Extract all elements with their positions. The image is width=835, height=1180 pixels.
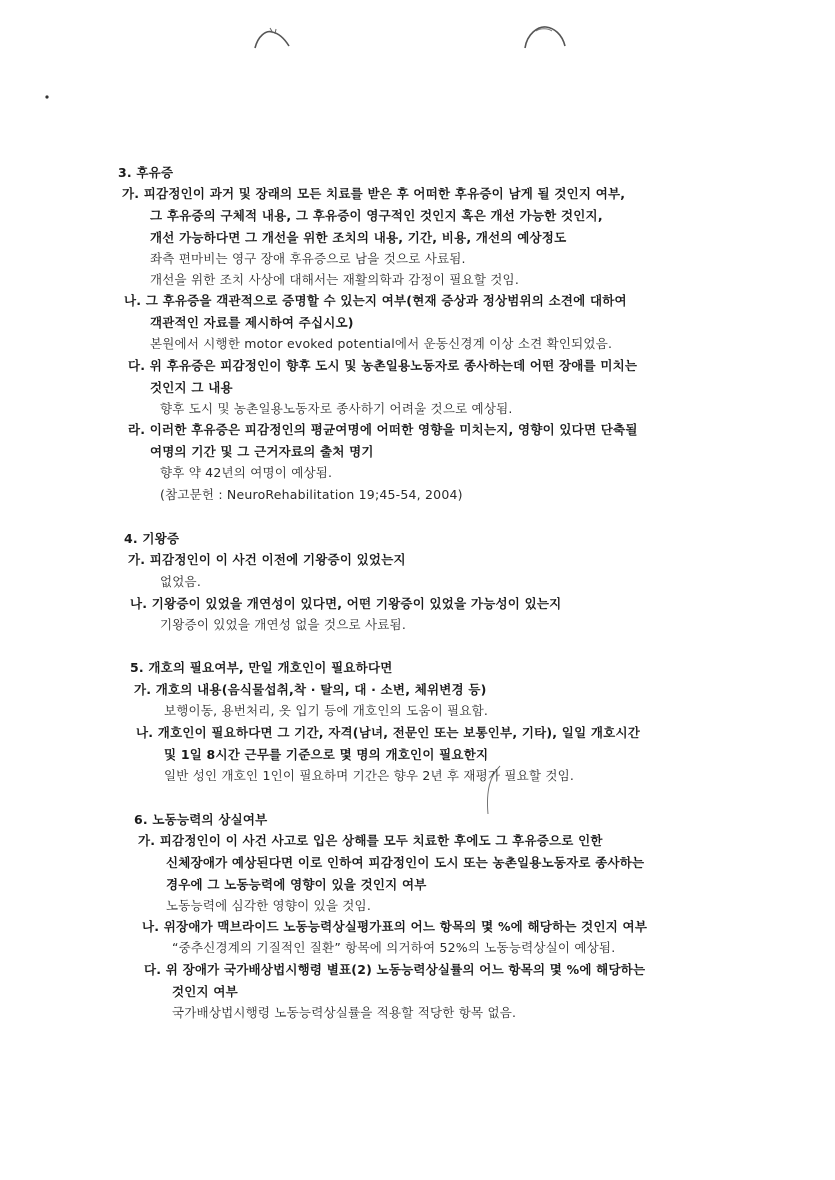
s3-ga-answer-line-1: 좌측 편마비는 영구 장애 후유증으로 남을 것으로 사료됨.	[150, 251, 466, 266]
s5-na-question-line-2: 및 1일 8시간 근무를 기준으로 몇 명의 개호인이 필요한지	[164, 747, 489, 762]
s3-da-question-line-2: 것인지 그 내용	[150, 380, 233, 395]
section-3-heading: 3. 후유증	[118, 165, 174, 180]
s6-da-question-line-2: 것인지 여부	[172, 984, 238, 999]
s3-na-question-line-1: 나. 그 후유증을 객관적으로 증명할 수 있는지 여부(현재 증상과 정상범위의 소견에 대하여	[124, 293, 627, 308]
s4-na-answer: 기왕증이 있었을 개연성 없을 것으로 사료됨.	[160, 617, 406, 632]
s5-na-answer: 일반 성인 개호인 1인이 필요하며 기간은 향우 2년 후 재평가 필요할 것임.	[164, 768, 575, 783]
scan-smudge-left	[252, 24, 292, 50]
s3-ra-question-line-2: 여명의 기간 및 그 근거자료의 출처 명기	[150, 444, 374, 459]
s6-na-question: 나. 위장애가 맥브라이드 노동능력상실평가표의 어느 항목의 몇 %에 해당하는 것인지 여부	[142, 919, 648, 934]
s3-ra-answer-line-1: 향후 약 42년의 여명이 예상됨.	[160, 465, 333, 480]
s5-ga-question: 가. 개호의 내용(음식물섭취,착 · 탈의, 대 · 소변, 체위변경 등)	[134, 682, 487, 697]
scan-dot	[44, 94, 50, 100]
s4-ga-question: 가. 피감정인이 이 사건 이전에 기왕증이 있었는지	[128, 552, 406, 567]
s5-ga-answer: 보행이동, 용번처리, 옷 입기 등에 개호인의 도움이 필요함.	[164, 703, 489, 718]
s3-ra-reference: (참고문헌 : NeuroRehabilitation 19;45-54, 2004)	[160, 487, 463, 502]
s3-ga-question-line-2: 그 후유증의 구체적 내용, 그 후유증이 영구적인 것인지 혹은 개선 가능한 것인지,	[150, 208, 603, 223]
section-4-heading: 4. 기왕증	[124, 531, 180, 546]
s6-na-answer: “중추신경계의 기질적인 질환” 항목에 의거하여 52%의 노동능력상실이 예상됨.	[172, 940, 616, 955]
s3-ga-question-line-3: 개선 가능하다면 그 개선을 위한 조치의 내용, 기간, 비용, 개선의 예상정도	[150, 230, 567, 245]
s3-da-question-line-1: 다. 위 후유증은 피감정인이 향후 도시 및 농촌일용노동자로 종사하는데 어떤 장애를 미치는	[128, 358, 638, 373]
scan-smudge-right	[522, 22, 568, 50]
s6-da-question-line-1: 다. 위 장애가 국가배상법시행령 별표(2) 노동능력상실률의 어느 항목의 몇 %에 해당하는	[144, 962, 646, 977]
s3-ga-answer-line-2: 개선을 위한 조치 사상에 대해서는 재활의학과 감정이 필요할 것임.	[150, 272, 519, 287]
s4-ga-answer: 없었음.	[160, 574, 201, 589]
s4-na-question: 나. 기왕증이 있었을 개연성이 있다면, 어떤 기왕증이 있었을 가능성이 있는지	[130, 596, 562, 611]
s3-ra-question-line-1: 라. 이러한 후유증은 피감정인의 평균여명에 어떠한 영향을 미치는지, 영향이 있다면 단축될	[128, 422, 638, 437]
s6-ga-answer: 노동능력에 심각한 영향이 있을 것임.	[166, 898, 371, 913]
s5-na-question-line-1: 나. 개호인이 필요하다면 그 기간, 자격(남녀, 전문인 또는 보통인부, 기타), 일일 개호시간	[136, 725, 640, 740]
s3-na-answer: 본원에서 시행한 motor evoked potential에서 운동신경계 이상 소견 확인되었음.	[150, 336, 613, 351]
section-5-heading: 5. 개호의 필요여부, 만일 개호인이 필요하다면	[130, 660, 393, 675]
s3-da-answer: 향후 도시 및 농촌일용노동자로 종사하기 어려울 것으로 예상됨.	[160, 401, 513, 416]
s6-ga-question-line-1: 가. 피감정인이 이 사건 사고로 입은 상해를 모두 치료한 후에도 그 후유증으로 인한	[138, 833, 603, 848]
s6-ga-question-line-2: 신체장애가 예상된다면 이로 인하여 피감정인이 도시 또는 농촌일용노동자로 종사하는	[166, 855, 645, 870]
section-6-heading: 6. 노동능력의 상실여부	[134, 812, 268, 827]
s3-na-question-line-2: 객관적인 자료를 제시하여 주십시오)	[150, 315, 354, 330]
s3-ga-question-line-1: 가. 피감정인이 과거 및 장래의 모든 치료를 받은 후 어떠한 후유증이 남게 될 것인지 여부,	[122, 186, 626, 201]
s6-da-answer: 국가배상법시행령 노동능력상실률을 적용할 적당한 항목 없음.	[172, 1005, 517, 1020]
s6-ga-question-line-3: 경우에 그 노동능력에 영향이 있을 것인지 여부	[166, 877, 427, 892]
